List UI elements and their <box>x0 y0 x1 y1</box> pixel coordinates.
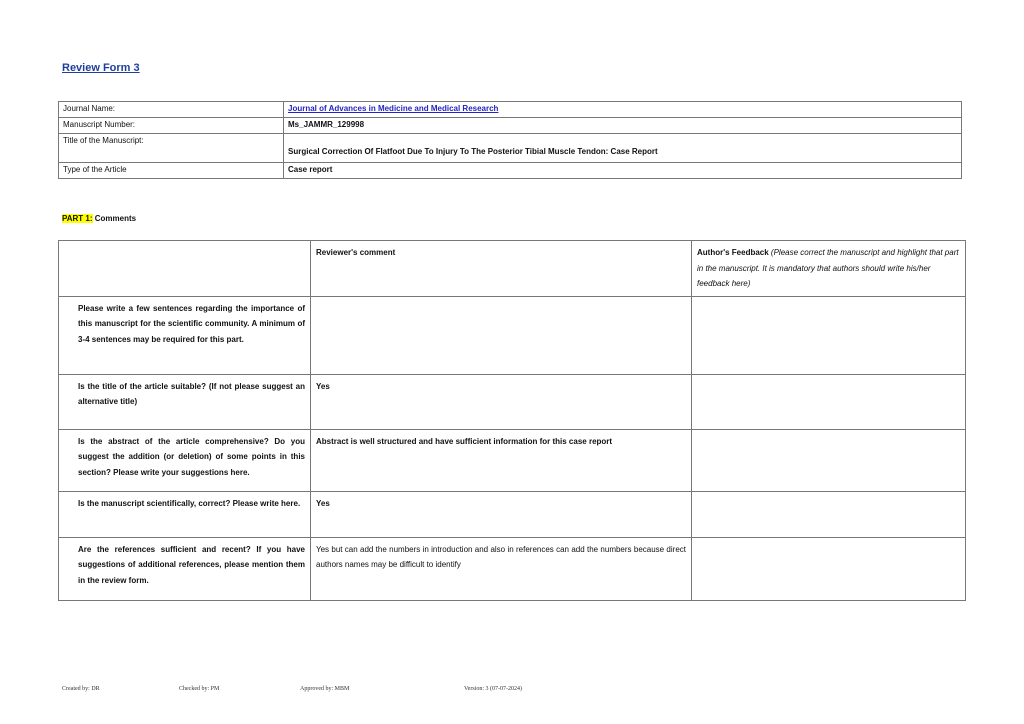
info-label: Title of the Manuscript: <box>59 134 284 163</box>
reviewer-comment-cell[interactable]: Yes but can add the numbers in introduction and also in references can add the numbers because direct authors names may be difficult to identify <box>311 537 692 600</box>
info-label: Manuscript Number: <box>59 118 284 134</box>
author-feedback-cell[interactable] <box>692 429 966 491</box>
info-value: Case report <box>284 163 962 179</box>
footer-approved-by: Approved by: MBM <box>300 686 350 692</box>
reviewer-comment-header: Reviewer's comment <box>311 241 692 297</box>
question-cell: Are the references sufficient and recent? If you have suggestions of additional references, please mention them in the review form. <box>59 537 311 600</box>
part-title: Comments <box>92 214 137 223</box>
question-cell: Is the title of the article suitable? (If not please suggest an alternative title) <box>59 374 311 429</box>
question-cell: Please write a few sentences regarding the importance of this manuscript for the scientific community. A minimum of 3-4 sentences may be required for this part. <box>59 296 311 374</box>
reviewer-comment-cell[interactable] <box>311 296 692 374</box>
table-row <box>59 296 966 374</box>
info-row-title <box>59 134 962 163</box>
info-row-journal <box>59 102 962 118</box>
info-value: Surgical Correction Of Flatfoot Due To Injury To The Posterior Tibial Muscle Tendon: Case Report <box>284 134 962 163</box>
author-feedback-cell[interactable] <box>692 296 966 374</box>
info-row-manuscript-number <box>59 118 962 134</box>
info-label: Type of the Article <box>59 163 284 179</box>
footer-checked-by: Checked by: PM <box>179 686 220 692</box>
info-value: Ms_JAMMR_129998 <box>284 118 962 134</box>
footer-version: Version: 3 (07-07-2024) <box>464 686 522 692</box>
part-label: PART 1: <box>62 214 93 223</box>
footer-created-by: Created by: DR <box>62 686 100 692</box>
reviewer-comment-cell[interactable]: Yes <box>311 374 692 429</box>
manuscript-info-table <box>58 101 962 179</box>
author-feedback-header: Author's Feedback (Please correct the manuscript and highlight that part in the manuscript. It is mandatory that authors should write his/her feedback here) <box>692 241 966 297</box>
part-heading <box>62 214 136 223</box>
table-row <box>59 491 966 537</box>
table-row <box>59 537 966 600</box>
reviewer-comment-cell[interactable]: Abstract is well structured and have sufficient information for this case report <box>311 429 692 491</box>
author-feedback-cell[interactable] <box>692 374 966 429</box>
author-feedback-cell[interactable] <box>692 537 966 600</box>
question-cell: Is the manuscript scientifically, correct? Please write here. <box>59 491 311 537</box>
reviewer-comment-cell[interactable]: Yes <box>311 491 692 537</box>
form-title: Review Form 3 <box>62 62 140 74</box>
question-cell: Is the abstract of the article comprehensive? Do you suggest the addition (or deletion) of some points in this section? Please write your suggestions here. <box>59 429 311 491</box>
author-feedback-cell[interactable] <box>692 491 966 537</box>
comments-table <box>58 240 966 601</box>
info-label: Journal Name: <box>59 102 284 118</box>
table-row <box>59 374 966 429</box>
comments-header-row <box>59 241 966 297</box>
table-row <box>59 429 966 491</box>
journal-link[interactable]: Journal of Advances in Medicine and Medical Research <box>288 104 499 113</box>
info-row-type <box>59 163 962 179</box>
